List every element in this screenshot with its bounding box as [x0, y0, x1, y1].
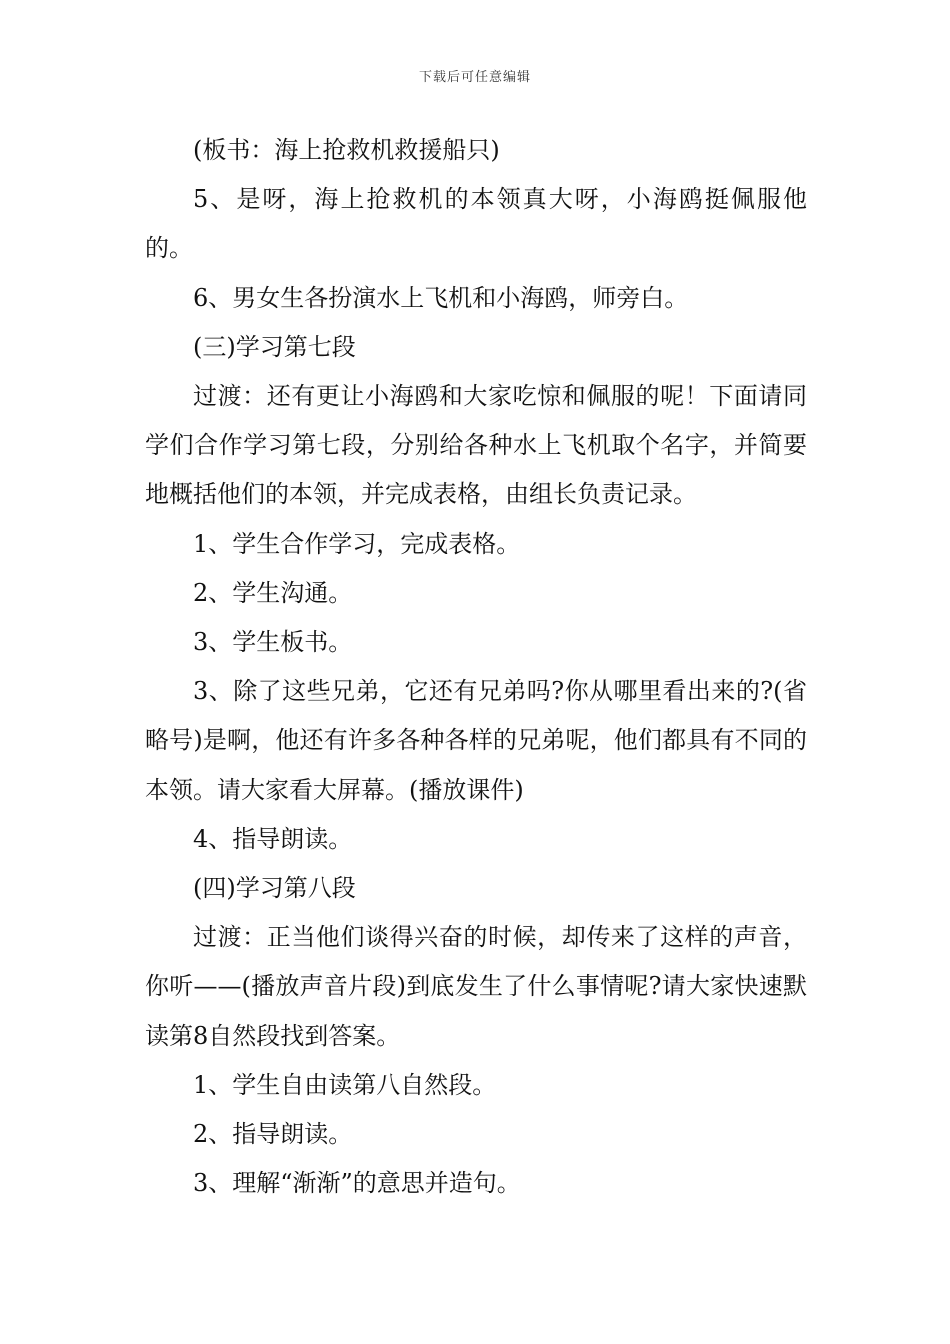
paragraph-8: 3、学生板书。 — [193, 628, 353, 657]
section-heading-4: (四)学习第八段 — [193, 874, 356, 903]
page-header-note: 下载后可任意编辑 — [418, 70, 531, 85]
paragraph-10: 4、指导朗读。 — [193, 824, 353, 853]
paragraph-3: 6、男女生各扮演水上飞机和小海鸥，师旁白。 — [193, 283, 689, 312]
section-heading-3: (三)学习第七段 — [193, 332, 356, 361]
paragraph-12: 过渡：正当他们谈得兴奋的时候，却传来了这样的声音，你听——(播放声音片段)到底发生了什么事情呢?请大家快速默读第8自然段找到答案。 — [145, 923, 807, 1050]
paragraph-9: 3、除了这些兄弟，它还有兄弟吗?你从哪里看出来的?(省略号)是啊，他还有许多各种各样的兄弟呢，他们都具有不同的本领。请大家看大屏幕。(播放课件) — [145, 677, 807, 804]
paragraph-2: 5、是呀，海上抢救机的本领真大呀，小海鸥挺佩服他的。 — [145, 185, 807, 263]
paragraph-1: (板书：海上抢救机救援船只) — [193, 136, 500, 164]
paragraph-13: 1、学生自由读第八自然段。 — [193, 1070, 497, 1099]
paragraph-15: 3、理解“渐渐”的意思并造句。 — [193, 1169, 521, 1198]
paragraph-5: 过渡：还有更让小海鸥和大家吃惊和佩服的呢！下面请同学们合作学习第七段，分别给各种水上飞机取个名字，并简要地概括他们的本领，并完成表格，由组长负责记录。 — [145, 382, 807, 509]
paragraph-7: 2、学生沟通。 — [193, 578, 353, 607]
paragraph-6: 1、学生合作学习，完成表格。 — [193, 529, 521, 558]
paragraph-14: 2、指导朗读。 — [193, 1120, 353, 1149]
document-body — [145, 126, 807, 1208]
